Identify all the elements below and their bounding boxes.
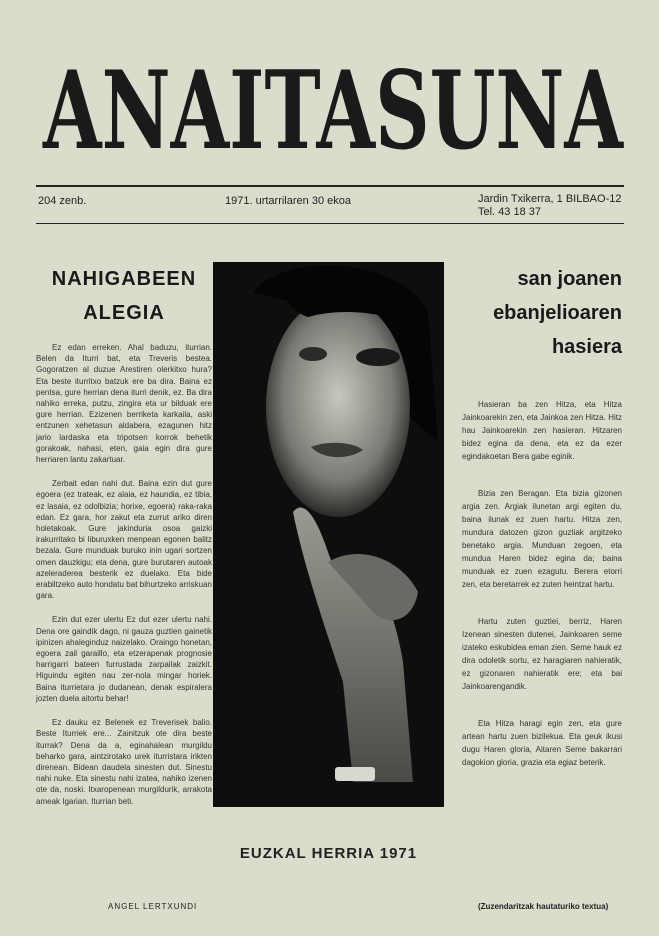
left-paragraph: Ez dauku ez Belenek ez Treverisek balio. Beste Iturriek ere... Zainitzuk ote dira beste iturrak? Dena da a, eginahalean murgildu beharko gara, aintzirotako urek iturristara irikten direnean. Bidean daudela sinesten dut. Sinestu nahi nuke. Eta sinestu nahi izatea, nahiko izenen ote da, noski. Itxaropenean murgildurik, arrakota ameak Igarian. Iturrian beti. bbox=[36, 718, 212, 806]
issue-number: 204 zenb. bbox=[38, 195, 87, 207]
right-article-title-2: ebanjelioaren bbox=[493, 302, 622, 324]
issue-date: 1971. urtarrilaren 30 ekoa bbox=[225, 195, 351, 207]
phone: Tel. 43 18 37 bbox=[478, 206, 541, 218]
right-article-title-1: san joanen bbox=[517, 268, 622, 290]
portrait-photo bbox=[213, 262, 444, 807]
right-paragraph: Eta Hitza haragi egin zen, eta gure artean hartu zuen bizilekua. Eta geuk ikusi dugu Haren gloria, Aitaren Seme bakarrari dagokion gloria, grazia eta egiaz beterik. bbox=[462, 719, 622, 767]
right-paragraph: Hartu zuten guztiei, berriz, Haren Izenean sinesten dutenei, Jainkoaren seme izateko eskubidea eman zien. Seme hauk ez dira odoletik sortu, ez haragiaren nahieratik, ez gizonaren nahieratik ere; eta bai Jainkoarengandik. bbox=[462, 617, 622, 691]
right-article-title-3: hasiera bbox=[551, 336, 622, 358]
bottom-rule bbox=[36, 223, 624, 224]
author-name: ANGEL LERTXUNDI bbox=[108, 902, 198, 911]
photo-caption: EUZKAL HERRIA 1971 bbox=[239, 845, 418, 862]
left-article bbox=[36, 262, 212, 807]
left-article-title-2: ALEGIA bbox=[83, 302, 165, 324]
masthead-logo bbox=[38, 20, 628, 180]
left-article-title-1: NAHIGABEEN bbox=[51, 268, 197, 290]
masthead-title: ANAITASUNA bbox=[42, 48, 625, 174]
left-paragraph: Zerbait edan nahi dut. Baina ezin dut gure egoera (ez trateak, ez alaia, ez haundia, ez tibia, ez lasaia, ez odolbizia; horixe, egoera) raka-raka edan. Ez gara, hor zakut eta zurrut ariko diren holetakoak. Gure jakinduria osoa gaizki irakurritako bi liburuxken menpean egonen balitz bezala. Gure munduak buruko inin ugari sortzen omen dauzkigu; eta dena, gure burutaren autoak azeleraderea besterik ez duelako. Eta bide erabiltzeko auto hondatu bat bihurtzeko arriskuan gara. bbox=[36, 479, 212, 601]
right-paragraph: Bizia zen Beragan. Eta bizia gizonen argia zen. Argiak ilunetan argi egiten du, baina ilunak ez zuen hartu. Hitza zen, mundura datozen gizon guztiak argitzeko benetako argia. Munduan zegoen, eta mundua Haren bidez egina da; baina munduak ez zuen ezagutu. Berera etorri zen, eta beretarrek ez zuten heintzat hartu. bbox=[462, 489, 622, 589]
top-rule bbox=[36, 185, 624, 187]
left-paragraph: Ezin dut ezer ulertu Ez dut ezer ulertu nahi. Dena ore gaindik dago, ni gauza guztien gainetik ipinizen ahaleginduz naizelako. Oraingo honetan, egoera zail garaillo, eta etzerapenak prognosie harrigarri bateen furrustada zarpailak zaizkit. Higuindu egiten nau zer-nola mingar horiek. Baina iturrietara jo dudanean, denak espiralera jozten duela aitortu behar! bbox=[36, 615, 212, 703]
right-paragraph: Hasieran ba zen Hitza, eta Hitza Jainkoarekin zen, eta Jainkoa zen Hitza. Hitz hau Jainkoarekin zen hasieran. Hitzaren bidez egina da dena, eta ez da ezer egindakoetan Bera gabe eginik. bbox=[462, 400, 622, 461]
left-paragraph: Ez edan erreken. Ahal baduzu, iturrian. Belen da Iturri bat, eta Treveris bestea. Gogoratzen al duzue Arestiren olerkitxo hura? Eta beste iturritxo batzuk ere ba dira. Baina ez pentsa, gure herrian dena iturri denik, ez. Ba dira nahiko erreka, putzu, zingira eta ur bilduak ere gure herrian. Ezizenen berriketa karkaila, aski entzunen xehetasun aldabera, ezagunen hitz jario lardaska eta tripotsen korrok behetik gorakoak, nahasi, eten, gaia egin dira gure herriaren lantu zakartuar. bbox=[36, 343, 212, 465]
editorial-note: (Zuzendaritzak hautaturiko textua) bbox=[478, 902, 609, 911]
address: Jardin Txikerra, 1 BILBAO-12 bbox=[478, 193, 622, 205]
right-article bbox=[462, 262, 622, 769]
